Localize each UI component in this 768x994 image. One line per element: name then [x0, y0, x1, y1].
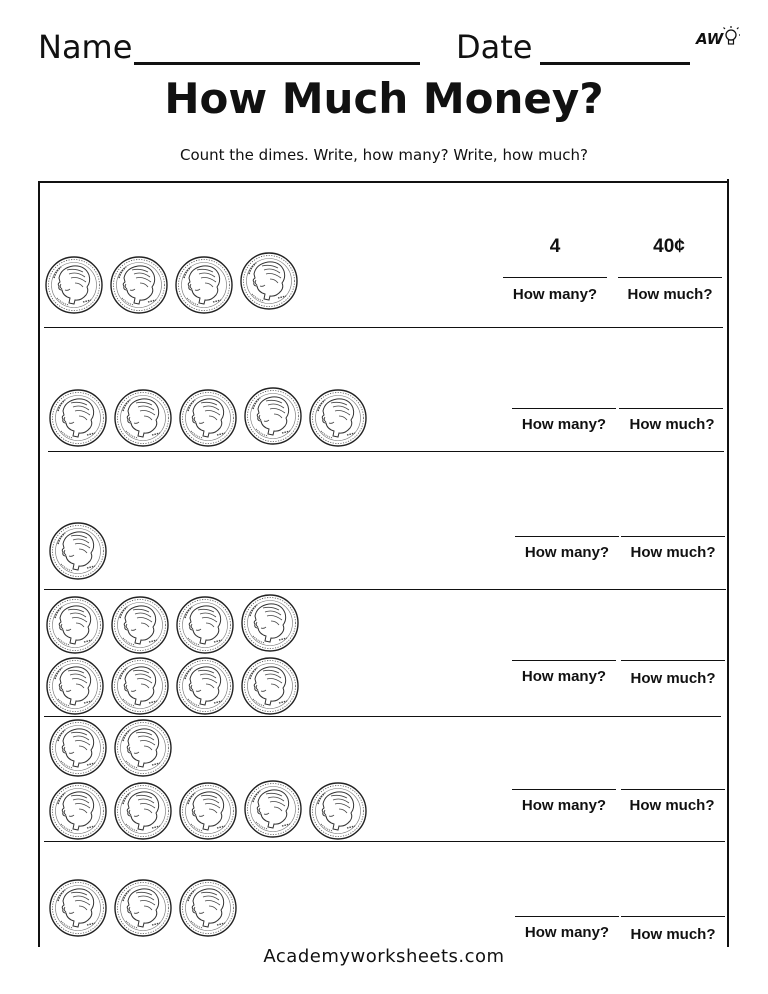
logo: AW	[696, 30, 724, 48]
frame-right-border	[727, 179, 729, 947]
dime-coin-icon	[49, 782, 107, 840]
footer-website: Academyworksheets.com	[263, 946, 505, 967]
dime-coin-icon	[114, 879, 172, 937]
dime-coin-icon	[179, 782, 237, 840]
dime-coin-icon	[114, 719, 172, 777]
how-many-answer-line[interactable]	[503, 277, 607, 278]
dime-coin-icon	[49, 719, 107, 777]
dime-coin-icon	[111, 657, 169, 715]
frame-top-border	[38, 181, 728, 183]
how-many-label: How many?	[524, 924, 610, 941]
row-divider	[48, 451, 724, 452]
how-much-label: How much?	[629, 416, 715, 433]
dime-coin-icon	[309, 389, 367, 447]
dime-coin-icon	[175, 256, 233, 314]
how-much-answer-line[interactable]	[621, 789, 725, 790]
how-much-answer-line[interactable]	[621, 916, 725, 917]
how-much-label: How much?	[630, 926, 716, 943]
dime-coin-icon	[110, 256, 168, 314]
dime-coin-icon	[114, 782, 172, 840]
dime-coin-icon	[241, 657, 299, 715]
example-how-many-answer: 4	[549, 236, 561, 257]
how-much-label: How much?	[627, 286, 713, 303]
how-much-answer-line[interactable]	[618, 277, 722, 278]
how-much-answer-line[interactable]	[619, 408, 723, 409]
row-divider	[44, 841, 725, 842]
how-many-label: How many?	[521, 416, 607, 433]
dime-coin-icon	[179, 389, 237, 447]
row-divider	[44, 716, 721, 717]
date-label: Date	[456, 28, 533, 66]
how-many-answer-line[interactable]	[515, 916, 619, 917]
dime-coin-icon	[49, 879, 107, 937]
how-many-label: How many?	[521, 668, 607, 685]
dime-coin-icon	[46, 657, 104, 715]
dime-coin-icon	[111, 596, 169, 654]
how-many-answer-line[interactable]	[512, 660, 616, 661]
example-how-much-answer: 40¢	[653, 236, 685, 257]
how-much-answer-line[interactable]	[621, 536, 725, 537]
how-many-answer-line[interactable]	[512, 408, 616, 409]
dime-coin-icon	[46, 596, 104, 654]
how-much-label: How much?	[630, 670, 716, 687]
how-much-label: How much?	[630, 544, 716, 561]
how-many-label: How many?	[524, 544, 610, 561]
how-many-answer-line[interactable]	[512, 789, 616, 790]
dime-coin-icon	[114, 389, 172, 447]
how-much-answer-line[interactable]	[621, 660, 725, 661]
name-label: Name	[38, 28, 133, 66]
page-title: How Much Money?	[164, 74, 604, 123]
lightbulb-icon	[722, 26, 740, 48]
how-many-label: How many?	[512, 286, 598, 303]
row-divider	[44, 327, 723, 328]
dime-coin-icon	[244, 780, 302, 838]
dime-coin-icon	[309, 782, 367, 840]
dime-coin-icon	[176, 657, 234, 715]
how-much-label: How much?	[629, 797, 715, 814]
dime-coin-icon	[241, 594, 299, 652]
frame-left-border	[38, 181, 40, 947]
date-field[interactable]	[540, 62, 690, 65]
instructions: Count the dimes. Write, how many? Write, how much?	[179, 146, 589, 164]
how-many-answer-line[interactable]	[515, 536, 619, 537]
dime-coin-icon	[240, 252, 298, 310]
dime-coin-icon	[49, 389, 107, 447]
dime-coin-icon	[45, 256, 103, 314]
how-many-label: How many?	[521, 797, 607, 814]
row-divider	[44, 589, 726, 590]
dime-coin-icon	[49, 522, 107, 580]
dime-coin-icon	[176, 596, 234, 654]
name-field[interactable]	[134, 62, 420, 65]
dime-coin-icon	[244, 387, 302, 445]
dime-coin-icon	[179, 879, 237, 937]
